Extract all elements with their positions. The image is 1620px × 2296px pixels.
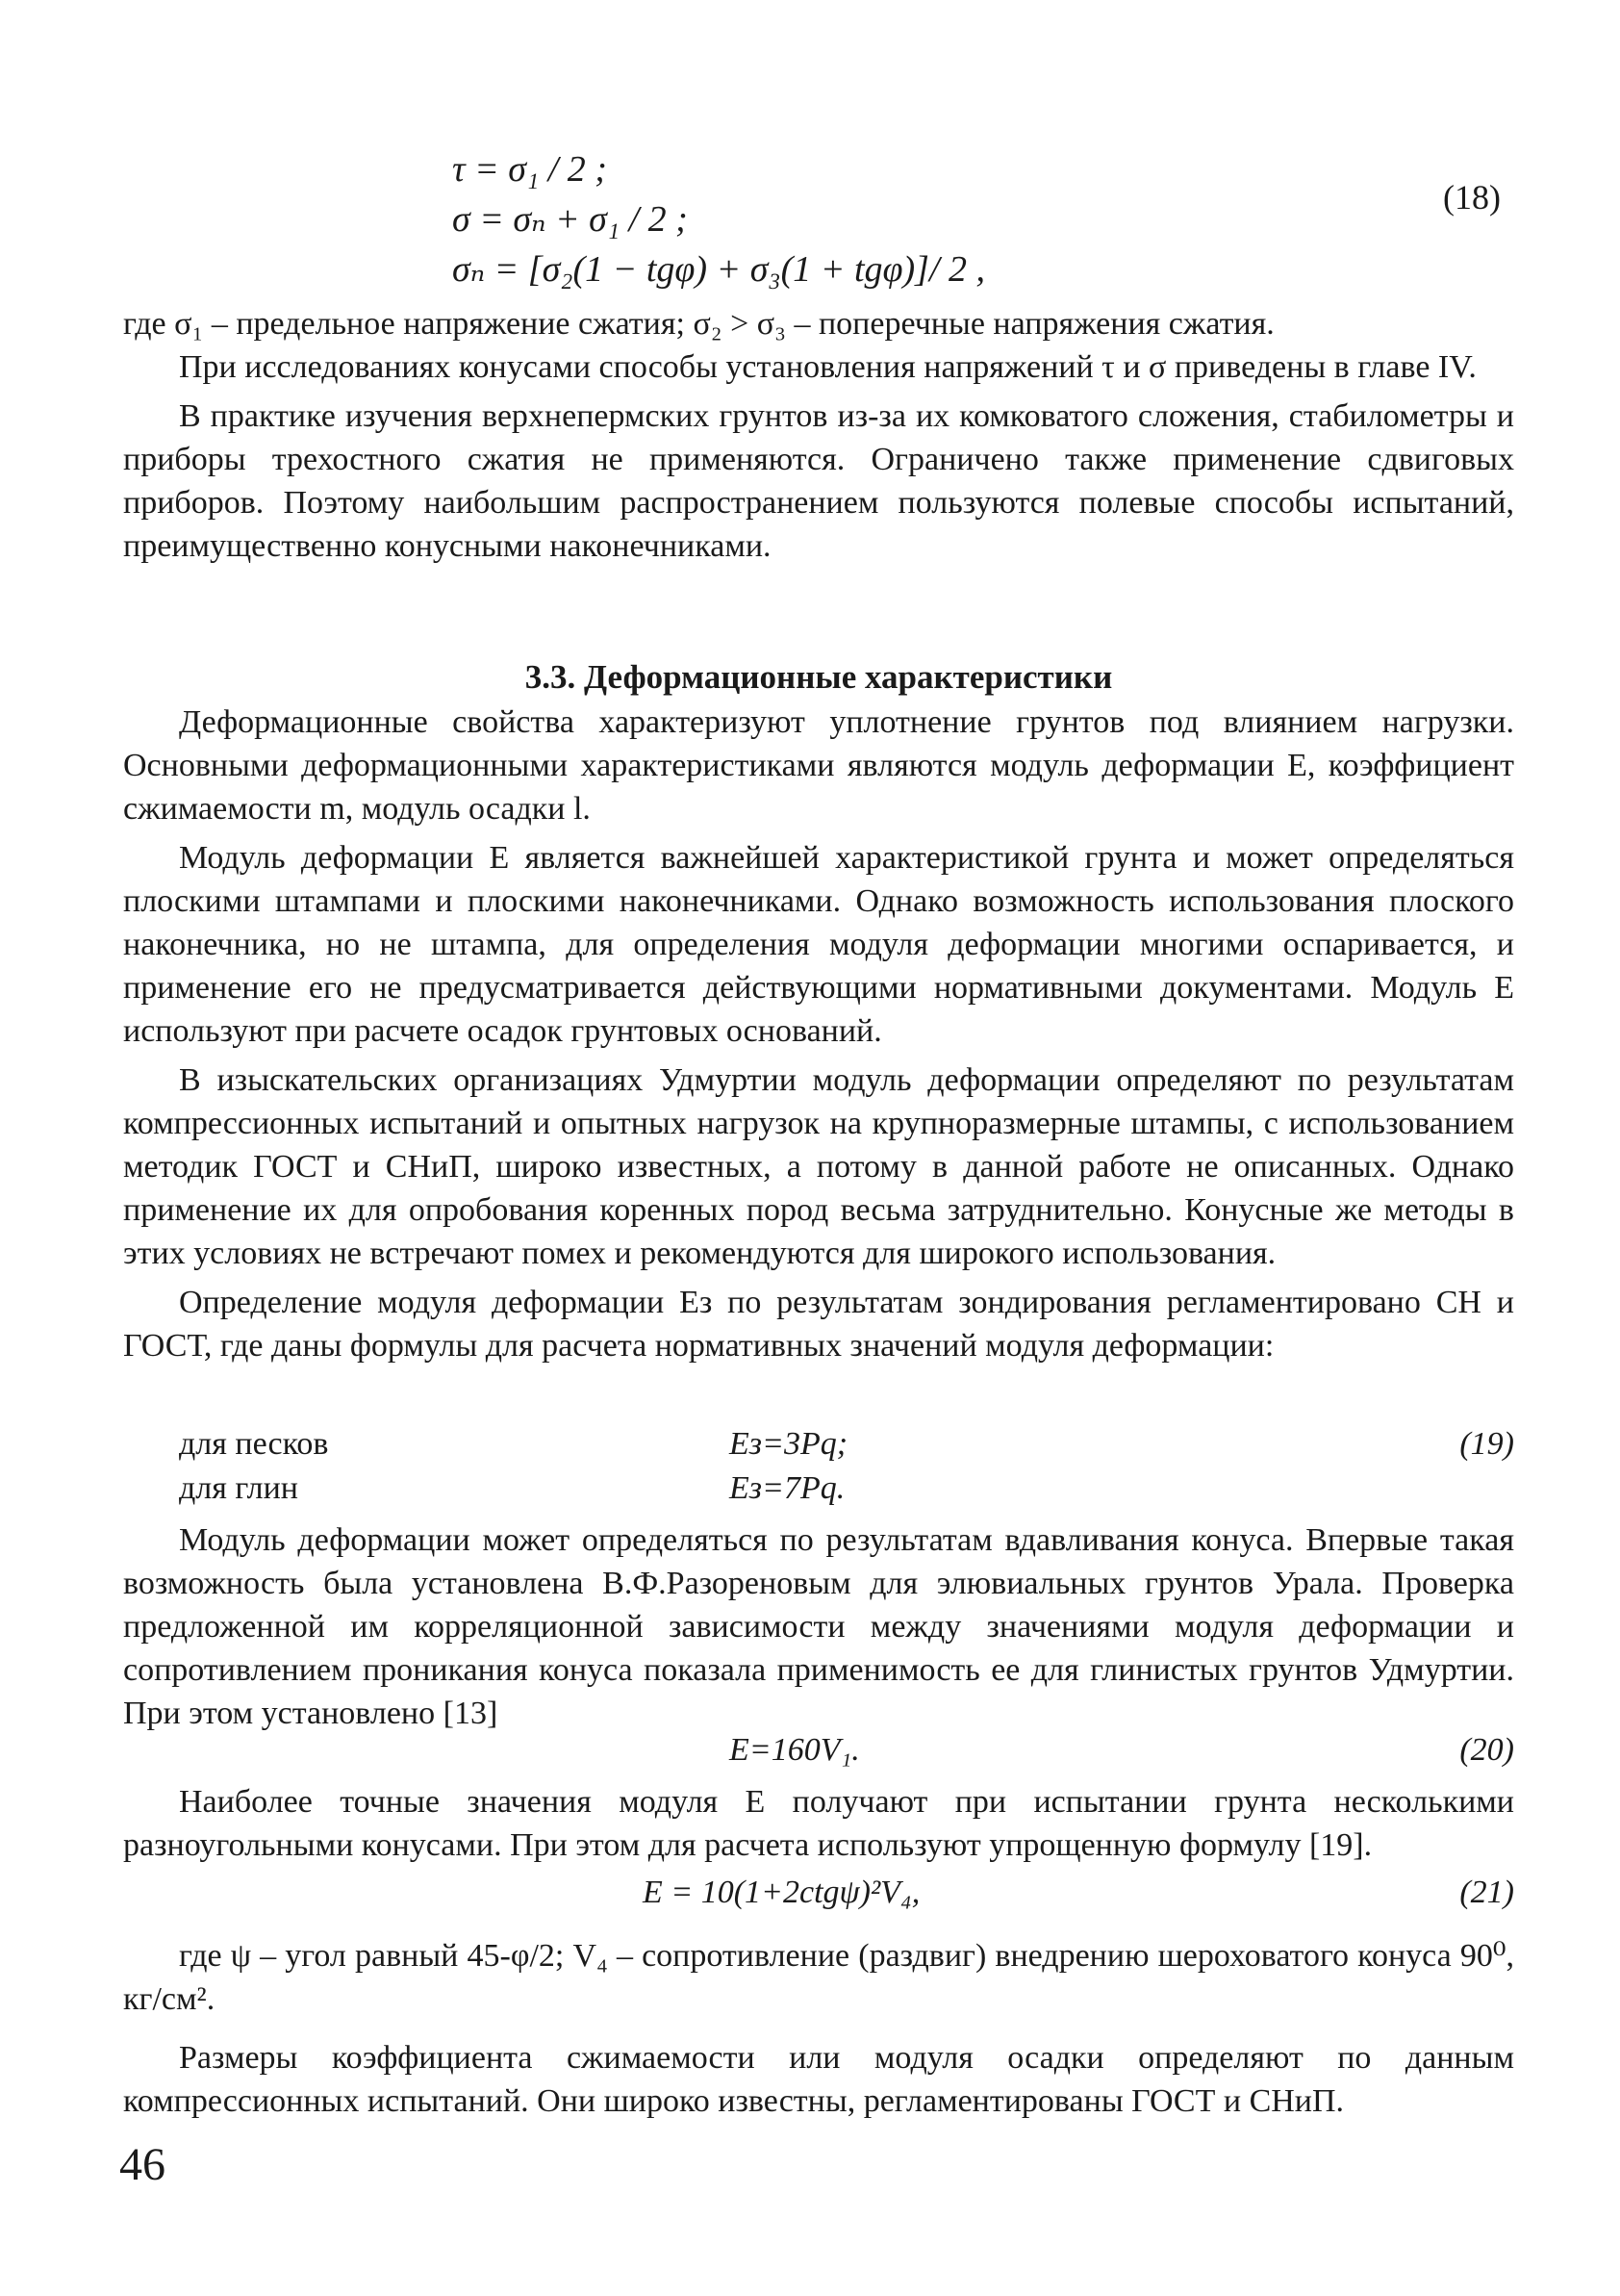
- text-block-1: [123, 302, 1514, 568]
- text-block-4: [123, 1780, 1514, 1867]
- equation-number-18: (18): [1443, 178, 1501, 217]
- equation-number-21: (21): [1459, 1875, 1514, 1910]
- equation-21-formula: E = 10(1+2ctgψ)²V₄,: [643, 1875, 921, 1910]
- paragraph-probing-modulus: Определение модуля деформации Eз по результатам зондирования регламентировано СН и ГОСТ, где даны формулы для расчета нормативных значений модуля деформации:: [123, 1285, 1514, 1364]
- paragraph-udmurtia-organizations: В изыскательских организациях Удмуртии модуль деформации определяют по результатам компрессионных испытаний и опытных нагрузок на крупноразмерные штампы, с использованием методик ГОСТ и СНиП, широко известных, а потому в данной работе не описанных. Однако применение их для опробования коренных пород весьма затруднительно. Конусные же методы в этих условиях не встречают помех и рекомендуются для широкого использования.: [123, 1062, 1514, 1271]
- paragraph-deformation-properties: Деформационные свойства характеризуют уплотнение грунтов под влиянием нагрузки. Основными деформационными характеристиками являются модуль деформации E, коэффициент сжимаемости m, модуль осадки l.: [123, 704, 1514, 827]
- text-block-3: [123, 1518, 1514, 1735]
- text-block-2: [123, 701, 1514, 1367]
- equation-20: [123, 1732, 1514, 1776]
- paragraph-psi-definition: где ψ – угол равный 45-φ/2; V₄ – сопротивление (раздвиг) внедрению шероховатого конуса 90⁰, кг/см².: [123, 1938, 1514, 2017]
- paragraph-precise-values: Наиболее точные значения модуля E получают при испытании грунта несколькими разноугольными конусами. При этом для расчета используют упрощенную формулу [19].: [123, 1784, 1514, 1863]
- equation-21: [123, 1875, 1514, 1919]
- formula-line-sigma-n: σₙ = [σ₂(1 − tgφ) + σ₃(1 + tgφ)]/ 2 ,: [452, 249, 986, 290]
- equation-number-19: (19): [1459, 1426, 1514, 1462]
- paragraph-compressibility: Размеры коэффициента сжимаемости или модуля осадки определяют по данным компрессионных испытаний. Они широко известны, регламентированы ГОСТ и СНиП.: [123, 2040, 1514, 2119]
- equation-19-label-sands: для песков: [179, 1426, 329, 1462]
- equation-20-formula: E=160V₁.: [729, 1732, 860, 1768]
- equation-number-20: (20): [1459, 1732, 1514, 1768]
- equation-19-formula-sands: Eз=3Pq;: [729, 1426, 848, 1462]
- formula-18-block: [452, 144, 1520, 294]
- text-block-5: [123, 1934, 1514, 2123]
- equation-19-label-clays: для глин: [179, 1470, 298, 1506]
- paragraph-cone-indentation: Модуль деформации может определяться по результатам вдавливания конуса. Впервые такая возможность была установлена В.Ф.Разореновым для элювиальных грунтов Урала. Проверка предложенной им корреляционной зависимости между значениями модуля деформации и сопротивлением проникания конуса показала применимость ее для глинистых грунтов Удмуртии. При этом установлено [13]: [123, 1522, 1514, 1731]
- paragraph-permian-soils: В практике изучения верхнепермских грунтов из-за их комковатого сложения, стабилометры и приборы трехостного сжатия не применяются. Ограничено также применение сдвиговых приборов. Поэтому наибольшим распространением пользуются полевые способы испытаний, преимущественно конусными наконечниками.: [123, 398, 1514, 564]
- formula-line-tau: τ = σ₁ / 2 ;: [452, 149, 607, 190]
- paragraph-modulus-e: Модуль деформации E является важнейшей характеристикой грунта и может определяться плоскими штампами и плоскими наконечниками. Однако возможность использования плоского наконечника, но не штампа, для определения модуля деформации многими оспаривается, и применение его не предусматривается действующими нормативными документами. Модуль E используют при расчете осадок грунтовых оснований.: [123, 840, 1514, 1049]
- page-number: 46: [119, 2139, 165, 2190]
- formula-line-sigma: σ = σₙ + σ₁ / 2 ;: [452, 199, 688, 240]
- equation-19-sands: [123, 1426, 1514, 1470]
- section-heading: 3.3. Деформационные характеристики: [524, 658, 1113, 696]
- equation-19-formula-clays: Eз=7Pq.: [729, 1470, 846, 1506]
- paragraph-sigma-definitions: где σ₁ – предельное напряжение сжатия; σ₂ > σ₃ – поперечные напряжения сжатия.: [123, 306, 1275, 342]
- paragraph-cone-methods: При исследованиях конусами способы установления напряжений τ и σ приведены в главе IV.: [179, 349, 1477, 385]
- equation-19-clays: [123, 1470, 1514, 1515]
